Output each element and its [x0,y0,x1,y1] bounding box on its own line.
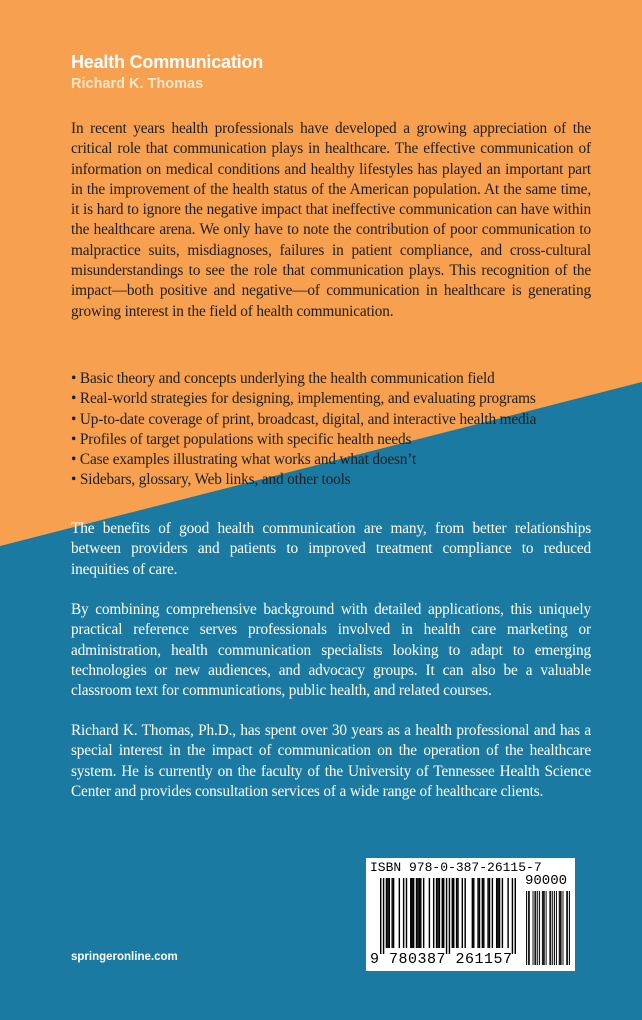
barcode-bar [549,891,550,965]
barcode-bar [535,891,536,965]
barcode-bar [543,891,544,965]
feature-list [71,369,611,491]
barcode-bar [534,891,535,965]
barcode-bar [542,891,543,965]
barcode-bar [410,878,411,948]
barcode-bar [552,891,553,965]
barcode-bar [537,891,538,965]
barcode-bar [387,878,388,948]
barcode-bar [380,878,381,954]
barcode-bar [561,891,562,965]
barcode-bar [533,891,534,965]
benefits-paragraph: The benefits of good health communication are many, from better relationships between providers and patients to improved treatment compliance to reduced inequities of care. [71,520,591,578]
barcode-bar [442,878,443,948]
barcode-bar [515,878,516,954]
barcode-bar [391,878,392,948]
barcode-bar [433,878,434,948]
barcode-bar [479,878,480,948]
barcode-bar [446,878,447,954]
feature-item: • Up-to-date coverage of print, broadcast, digital, and interactive health media [71,410,611,430]
barcode-bar [526,891,527,965]
book-title: Health Communication [71,52,264,72]
barcode-bar [539,891,540,965]
barcode-bar [544,891,545,965]
barcode-bar [383,878,384,954]
barcode-bar [502,878,503,948]
barcode-bar [436,878,437,948]
barcode-bar [499,878,500,948]
feature-item: • Case examples illustrating what works and what doesn’t [71,450,611,470]
barcode-bar [406,878,407,948]
barcode-bar [546,891,547,965]
feature-item: • Real-world strategies for designing, implementing, and evaluating programs [71,389,611,409]
barcode-bar [462,878,463,948]
barcode-bar [497,878,498,948]
barcode-bar [411,878,412,948]
barcode-bar [456,878,457,948]
ean-bars [380,878,516,954]
barcode-bar [528,891,529,965]
barcode-bar [492,878,493,948]
barcode-bar [419,878,420,948]
barcode-bar [423,878,424,948]
barcode-bar [477,878,478,948]
audience-paragraph: By combining comprehensive background with detailed applications, this uniquely practical reference serves professionals involved in health care marketing or administration, health communication specialists looking to adapt to emerging technologies or new audiences, and advocacy groups. It can also be a valuable classroom text for communications, public health, and related courses. [71,601,591,700]
barcode-bar [529,891,530,965]
barcode-bar [464,878,465,948]
barcode-bar [389,878,390,948]
barcode-bar [559,891,560,965]
barcode-bar [507,878,508,948]
barcode-bar [413,878,414,948]
barcode-bar [472,878,473,948]
isbn-label: ISBN 978-0-387-26115-7 [370,860,542,875]
barcode-bar [496,878,497,948]
barcode-bar [449,878,450,954]
barcode-bar [473,878,474,948]
barcode-bar [487,878,488,948]
addon-bars [526,891,570,965]
barcode-bar [482,878,483,948]
ean-digits: 9 780387 261157 [370,951,513,968]
barcode-bar [429,878,430,948]
barcode-bar [560,891,561,965]
feature-item: • Basic theory and concepts underlying the health communication field [71,369,611,389]
intro-paragraph: In recent years health professionals have developed a growing appreciation of the critical role that communication plays in healthcare. The effective communication of information on medical conditions and healthy lifestyles has played an important part in the improvement of the health status of the American population. At the same time, it is hard to ignore the negative impact that ineffective communication can have within the healthcare arena. We only have to note the contribution of poor communication to malpractice suits, misdiagnoses, failures in patient compliance, and cross-cultural misunderstandings to see the role that communication plays. This recognition of the impact—both positive and negative—of communication in healthcare is generating growing interest in the field of health communication. [71,120,591,320]
publisher-website: springeronline.com [71,951,178,963]
barcode-bar [393,878,394,948]
barcode-bar [489,878,490,948]
barcode-bar [453,878,454,948]
barcode-bar [439,878,440,948]
barcode-bar [443,878,444,948]
barcode-bar [416,878,417,948]
barcode-bar [554,891,555,965]
barcode-bar [457,878,458,948]
barcode-bar [483,878,484,948]
isbn-barcode [366,858,575,971]
feature-item: • Sidebars, glossary, Web links, and other tools [71,470,611,490]
barcode-bar [420,878,421,948]
feature-item: • Profiles of target populations with specific health needs [71,430,611,450]
barcode-bar [417,878,418,948]
barcode-bar [386,878,387,948]
barcode-bar [567,891,568,965]
barcode-bar [556,891,557,965]
author-bio-paragraph: Richard K. Thomas, Ph.D., has spent over 30 years as a health professional and has a special interest in the impact of communication on the operation of the healthcare system. He is currently on the faculty of the University of Tennessee Health Science Center and provides consultation services of a wide range of healthcare clients. [71,722,591,800]
barcode-bar [512,878,513,954]
barcode-bar [403,878,404,948]
barcode-bar [550,891,551,965]
barcode-bar [566,891,567,965]
barcode-bar [452,878,453,948]
barcode-bar [437,878,438,948]
barcode-bar [563,891,564,965]
price-code: 90000 [525,873,568,889]
book-author: Richard K. Thomas [71,76,204,92]
barcode-bar [569,891,570,965]
barcode-bar [399,878,400,948]
